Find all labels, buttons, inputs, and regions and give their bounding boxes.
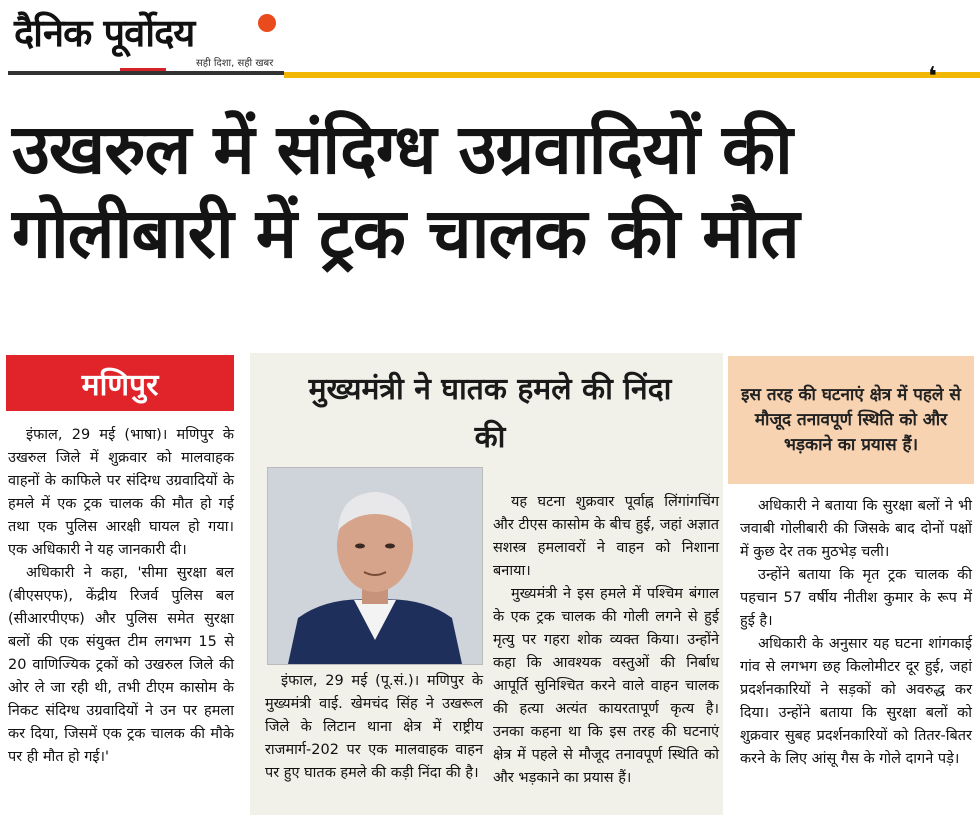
logo-sun-icon	[258, 14, 276, 32]
newspaper-logo: दैनिक पूर्वोदय	[14, 10, 195, 55]
headline-line-1: उखरुल में संदिग्ध उग्रवादियों की	[12, 110, 792, 190]
headline-line-2: गोलीबारी में ट्रक चालक की मौत	[12, 194, 799, 275]
article-paragraph: मुख्यमंत्री ने इस हमले में पश्चिम बंगाल के एक ट्रक चालक की गोली लगने से हुई मृत्यु पर गहरा शोक व्यक्त किया। उन्होंने कहा कि आवश्यक वस्तुओं की निर्बाध आपूर्ति सुनिश्चित करने वाले वाहन चालक की हत्या अत्यंत कायरतापूर्ण कृत्य है। उनका कहना था कि इस तरह की घटनाएं क्षेत्र में पहले से मौजूद तनावपूर्ण स्थिति को और भड़काने का प्रयास हैं।	[493, 586, 719, 786]
article-paragraph: अधिकारी ने बताया कि सुरक्षा बलों ने भी जवाबी गोलीबारी की जिसके बाद दोनों पक्षों में कुछ देर तक मुठभेड़ चली।	[740, 498, 972, 560]
masthead	[0, 0, 980, 92]
article-paragraph: उन्होंने बताया कि मृत ट्रक चालक की पहचान 57 वर्षीय नीतीश कुमार के रूप में हुई है।	[740, 567, 972, 629]
masthead-rule-dark	[8, 71, 284, 75]
corner-mark-icon: ❛	[928, 62, 938, 92]
inset-text-column	[493, 491, 719, 790]
article-paragraph: इंफाल, 29 मई (पू.सं.)। मणिपुर के मुख्यमंत्री वाई. खेमचंद सिंह ने उखरूल जिले के लिटान थाना क्षेत्र में राष्ट्रीय राजमार्ग-202 पर एक मालवाहक वाहन पर हुए घातक हमले की कड़ी निंदा की है।	[265, 673, 483, 781]
masthead-rule-gold	[284, 72, 980, 78]
article-column-1	[8, 424, 234, 769]
inset-caption-column	[265, 670, 483, 785]
pull-quote: इस तरह की घटनाएं क्षेत्र में पहले से मौजूद तनावपूर्ण स्थिति को और भड़काने का प्रयास हैं।	[728, 356, 974, 484]
article-paragraph: इंफाल, 29 मई (भाषा)। मणिपुर के उखरुल जिले में शुक्रवार को मालवाहक वाहनों के काफिले पर संदिग्ध उग्रवादियों के हमले में एक ट्रक चालक की मौत हो गई तथा एक पुलिस आरक्षी घायल हो गया। एक अधिकारी ने यह जानकारी दी।	[8, 427, 234, 558]
section-label: मणिपुर	[6, 355, 234, 411]
article-paragraph: यह घटना शुक्रवार पूर्वाह्न लिंगांगचिंग और टीएस कासोम के बीच हुई, जहां अज्ञात सशस्त्र हमलावरों ने वाहन को निशाना बनाया।	[493, 494, 719, 579]
article-column-4	[740, 495, 972, 771]
chief-minister-photo	[267, 467, 483, 665]
newspaper-tagline: सही दिशा, सही खबर	[196, 58, 274, 69]
inset-title: मुख्यमंत्री ने घातक हमले की निंदा की	[308, 372, 672, 455]
article-paragraph: अधिकारी ने कहा, 'सीमा सुरक्षा बल (बीएसएफ), केंद्रीय रिजर्व पुलिस बल (सीआरपीएफ) और पुलिस समेत सुरक्षा बलों की एक संयुक्त टीम लगभग 15 से 20 वाणिज्यिक ट्रकों को उखरुल जिले की ओर ले जा रही थी, तभी टीएम कासोम के निकट संदिग्ध उग्रवादियों ने उन पर हमला कर दिया, जिसमें एक ट्रक चालक की मौके पर ही मौत हो गई।'	[8, 565, 234, 765]
article-paragraph: अधिकारी के अनुसार यह घटना शांगकाई गांव से लगभग छह किलोमीटर दूर हुई, जहां प्रदर्शनकारियों ने सड़कों को अवरुद्ध कर दिया। उन्होंने बताया कि सुरक्षा बलों को शुक्रवार सुबह प्रदर्शनकारियों को तितर-बितर करने के लिए आंसू गैस के गोले दागने पड़े।	[740, 636, 972, 767]
main-headline	[12, 108, 972, 276]
